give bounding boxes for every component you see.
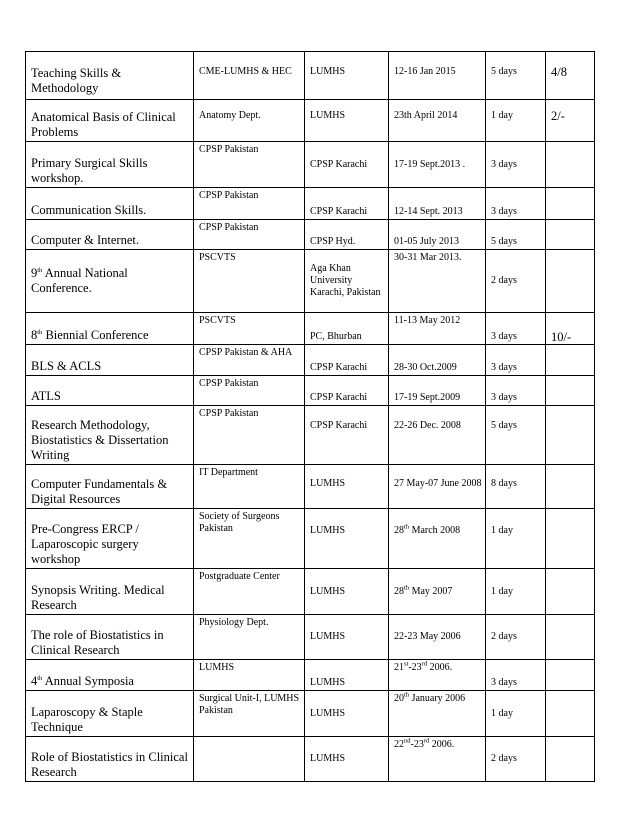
table-row: [26, 142, 595, 188]
course-ordinal: 4: [31, 674, 38, 688]
organizer: Postgraduate Center: [194, 569, 305, 615]
course-name: Computer Fundamentals & Digital Resources: [26, 465, 194, 509]
duration: 3 days: [486, 376, 546, 406]
organizer: LUMHS: [194, 660, 305, 691]
date-text: 2006.: [427, 662, 453, 673]
organizer: CME-LUMHS & HEC: [194, 52, 305, 100]
organizer: CPSP Pakistan: [194, 142, 305, 188]
course-name: Teaching Skills & Methodology: [26, 52, 194, 100]
date-mid: -23: [408, 662, 422, 673]
date: 01-05 July 2013: [389, 220, 486, 250]
duration: 5 days: [486, 52, 546, 100]
table-row: [26, 509, 595, 569]
venue: LUMHS: [305, 660, 389, 691]
date-text: May 2007: [409, 585, 453, 597]
table-row: [26, 376, 595, 406]
table-row: [26, 465, 595, 509]
course-name: Pre-Congress ERCP / Laparoscopic surgery workshop: [26, 509, 194, 569]
duration: 8 days: [486, 465, 546, 509]
course-name: [26, 660, 194, 691]
course-name: Communication Skills.: [26, 188, 194, 220]
course-name: Synopsis Writing. Medical Research: [26, 569, 194, 615]
date-mid: -23: [410, 739, 424, 750]
organizer: PSCVTS: [194, 250, 305, 313]
credit: 10/-: [546, 313, 595, 345]
duration: 2 days: [486, 250, 546, 313]
venue: Aga Khan University Karachi, Pakistan: [305, 250, 389, 313]
table-row: [26, 660, 595, 691]
credit: [546, 509, 595, 569]
ordinal-suffix: nd: [404, 737, 411, 745]
organizer: [194, 737, 305, 782]
table-row: [26, 188, 595, 220]
duration: 3 days: [486, 660, 546, 691]
course-name: ATLS: [26, 376, 194, 406]
duration: 3 days: [486, 313, 546, 345]
organizer: Society of Surgeons Pakistan: [194, 509, 305, 569]
ordinal-suffix: rd: [423, 737, 430, 745]
credit: [546, 142, 595, 188]
venue: LUMHS: [305, 691, 389, 737]
course-name: Computer & Internet.: [26, 220, 194, 250]
table-row: [26, 313, 595, 345]
credit: [546, 465, 595, 509]
ordinal-suffix: th: [404, 523, 410, 531]
table-row: [26, 100, 595, 142]
organizer: Physiology Dept.: [194, 615, 305, 660]
credit: [546, 737, 595, 782]
credit: [546, 188, 595, 220]
table-row: [26, 615, 595, 660]
date-text: 2006.: [429, 739, 455, 750]
venue: LUMHS: [305, 737, 389, 782]
date: [389, 660, 486, 691]
table-row: [26, 737, 595, 782]
ordinal-suffix: st: [404, 660, 409, 668]
credit: [546, 250, 595, 313]
credit: [546, 569, 595, 615]
credit: [546, 345, 595, 376]
date: 12-14 Sept. 2013: [389, 188, 486, 220]
ordinal-suffix: th: [37, 266, 43, 274]
ordinal-suffix: th: [37, 674, 43, 682]
table-row: [26, 406, 595, 465]
date: 17-19 Sept.2009: [389, 376, 486, 406]
venue: LUMHS: [305, 465, 389, 509]
course-name: [26, 250, 194, 313]
credit: [546, 406, 595, 465]
date: [389, 737, 486, 782]
duration: 3 days: [486, 345, 546, 376]
duration: 2 days: [486, 737, 546, 782]
organizer: IT Department: [194, 465, 305, 509]
table-row: [26, 52, 595, 100]
duration: 2 days: [486, 615, 546, 660]
organizer: CPSP Pakistan: [194, 220, 305, 250]
table-row: [26, 345, 595, 376]
course-name: The role of Biostatistics in Clinical Research: [26, 615, 194, 660]
table-row: [26, 250, 595, 313]
ordinal-suffix: th: [404, 691, 410, 699]
course-name: Anatomical Basis of Clinical Problems: [26, 100, 194, 142]
course-name: Role of Biostatistics in Clinical Research: [26, 737, 194, 782]
course-name: Laparoscopy & Staple Technique: [26, 691, 194, 737]
organizer: CPSP Pakistan: [194, 188, 305, 220]
course-text: Annual National Conference.: [31, 266, 128, 295]
duration: 1 day: [486, 509, 546, 569]
duration: 1 day: [486, 100, 546, 142]
credit: 4/8: [546, 52, 595, 100]
organizer: Surgical Unit-I, LUMHS Pakistan: [194, 691, 305, 737]
date: [389, 691, 486, 737]
venue: LUMHS: [305, 52, 389, 100]
venue: CPSP Karachi: [305, 406, 389, 465]
date: [389, 569, 486, 615]
duration: 1 day: [486, 691, 546, 737]
ordinal-suffix: rd: [421, 660, 428, 668]
organizer: CPSP Pakistan: [194, 406, 305, 465]
date: 17-19 Sept.2013 .: [389, 142, 486, 188]
date-text: March 2008: [409, 525, 461, 536]
venue: CPSP Karachi: [305, 188, 389, 220]
venue: LUMHS: [305, 615, 389, 660]
course-text: Annual Symposia: [42, 674, 134, 688]
organizer: Anatomy Dept.: [194, 100, 305, 142]
venue: LUMHS: [305, 100, 389, 142]
date-day: 28: [394, 585, 404, 597]
date-day: 22: [394, 739, 404, 750]
date-day: 21: [394, 662, 404, 673]
venue: CPSP Hyd.: [305, 220, 389, 250]
date-text: January 2006: [409, 693, 466, 704]
credit: [546, 615, 595, 660]
ordinal-suffix: th: [404, 584, 410, 592]
duration: 3 days: [486, 188, 546, 220]
course-ordinal: 9: [31, 266, 38, 280]
date-day: 20: [394, 693, 404, 704]
course-name: Research Methodology, Biostatistics & Dissertation Writing: [26, 406, 194, 465]
courses-table: [25, 51, 595, 782]
course-text: Biennial Conference: [42, 328, 149, 342]
duration: 5 days: [486, 406, 546, 465]
course-name: [26, 313, 194, 345]
venue: LUMHS: [305, 569, 389, 615]
venue: CPSP Karachi: [305, 376, 389, 406]
organizer: PSCVTS: [194, 313, 305, 345]
credit: 2/-: [546, 100, 595, 142]
venue: CPSP Karachi: [305, 142, 389, 188]
date: 23th April 2014: [389, 100, 486, 142]
ordinal-suffix: th: [37, 328, 43, 336]
date: 30-31 Mar 2013.: [389, 250, 486, 313]
organizer: CPSP Pakistan: [194, 376, 305, 406]
date: 28-30 Oct.2009: [389, 345, 486, 376]
credit: [546, 660, 595, 691]
date: 22-23 May 2006: [389, 615, 486, 660]
table-row: [26, 569, 595, 615]
date: 11-13 May 2012: [389, 313, 486, 345]
duration: 1 day: [486, 569, 546, 615]
organizer: CPSP Pakistan & AHA: [194, 345, 305, 376]
course-name: Primary Surgical Skills workshop.: [26, 142, 194, 188]
date: 27 May-07 June 2008: [389, 465, 486, 509]
date: 22-26 Dec. 2008: [389, 406, 486, 465]
venue: LUMHS: [305, 509, 389, 569]
date: 12-16 Jan 2015: [389, 52, 486, 100]
credit: [546, 220, 595, 250]
credit: [546, 376, 595, 406]
course-name: BLS & ACLS: [26, 345, 194, 376]
venue: CPSP Karachi: [305, 345, 389, 376]
venue: PC, Bhurban: [305, 313, 389, 345]
credit: [546, 691, 595, 737]
duration: 3 days: [486, 142, 546, 188]
duration: 5 days: [486, 220, 546, 250]
course-ordinal: 8: [31, 328, 38, 342]
date: [389, 509, 486, 569]
date-day: 28: [394, 525, 404, 536]
table-row: [26, 220, 595, 250]
table-row: [26, 691, 595, 737]
